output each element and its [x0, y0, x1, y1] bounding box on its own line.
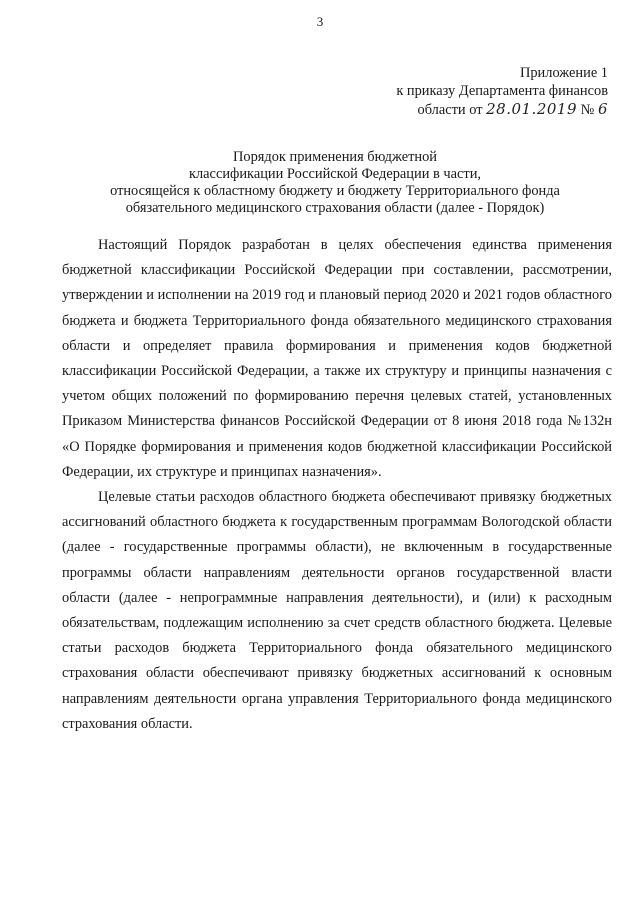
- title-line-1: Порядок применения бюджетной: [233, 149, 437, 165]
- handwritten-number: 6: [597, 100, 608, 118]
- appendix-number-prefix: №: [580, 102, 595, 118]
- paragraph-1: Настоящий Порядок разработан в целях обеспечения единства применения бюджетной классификации Российской Федерации при составлении, рассмотрении, утверждении и исполнении на 2019 год и плановый период 2020 и 2021 годов областного бюджета и бюджета Территориального фонда обязательного медицинского страхования области и определяет правила формирования и применения кодов бюджетной классификации Российской Федерации, а также их структуру и принципы назначения с учетом общих положений по формированию перечня целевых статей, установленных Приказом Министерства финансов Российской Федерации от 8 июня 2018 года №132н «О Порядке формирования и применения кодов бюджетной классификации Российской Федерации, их структуре и принципах назначения».: [62, 237, 612, 480]
- handwritten-date: 28.01.2019: [486, 100, 577, 118]
- appendix-label: Приложение 1: [519, 65, 608, 81]
- appendix-order-date-line: [338, 100, 608, 119]
- page-number: 3: [316, 14, 324, 29]
- document-body: [62, 233, 612, 737]
- title-line-3: относящейся к областному бюджету и бюджету Территориального фонда: [110, 183, 560, 199]
- appendix-order-ref: к приказу Департамента финансов: [396, 83, 608, 99]
- appendix-date-prefix: области от: [417, 102, 483, 118]
- appendix-header: [338, 64, 608, 119]
- title-line-2: классификации Российской Федерации в части,: [189, 166, 481, 182]
- title-line-4: обязательного медицинского страхования области (далее - Порядок): [125, 200, 545, 216]
- paragraph-2: Целевые статьи расходов областного бюджета обеспечивают привязку бюджетных ассигнований областного бюджета к государственным программам Вологодской области (далее - государственные программы области), не включенным в государственные программы области направлениям деятельности органов государственной власти области (далее - непрограммные направления деятельности), и (или) к расходным обязательствам, подлежащим исполнению за счет средств областного бюджета. Целевые статьи расходов бюджета Территориального фонда обязательного медицинского страхования области обеспечивают привязку бюджетных ассигнований к основным направлениям деятельности органа управления Территориального фонда медицинского страхования области.: [62, 489, 612, 732]
- document-title: [70, 149, 600, 217]
